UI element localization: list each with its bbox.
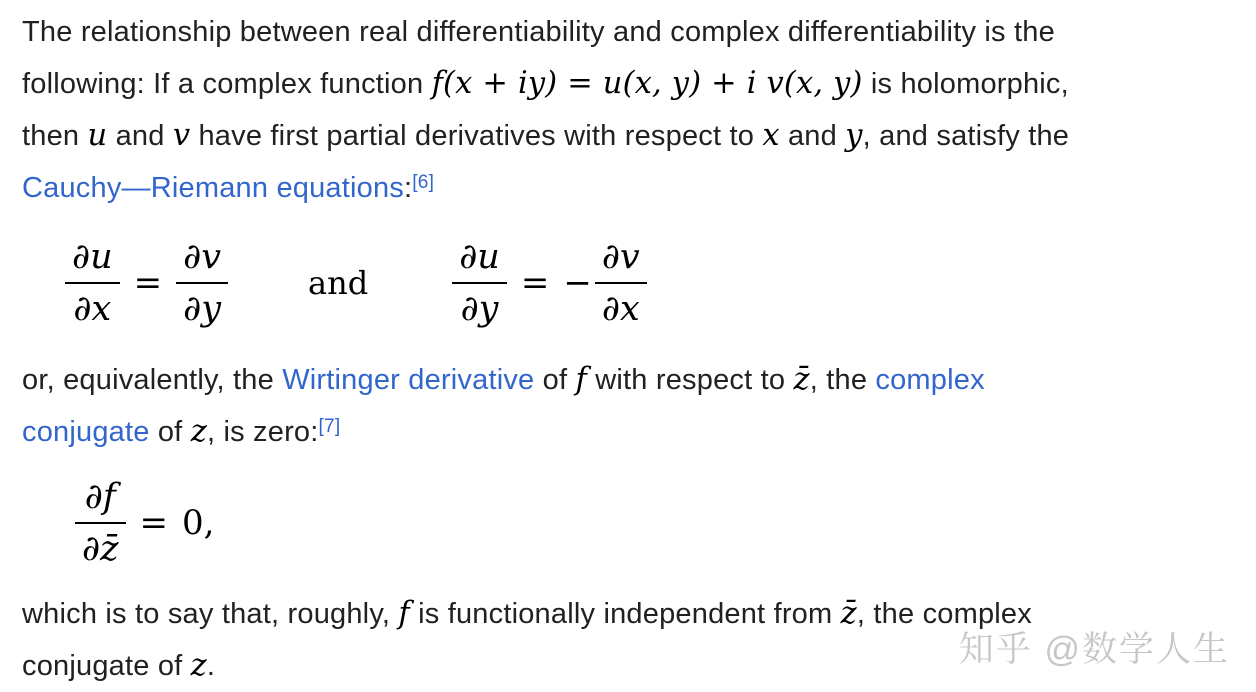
text-run: , and satisfy the: [862, 120, 1070, 152]
text-run: of: [149, 416, 191, 448]
wiki-link[interactable]: Cauchy—Riemann equations: [22, 172, 405, 204]
text-run: The relationship between real differentiability and complex differentiability is the: [22, 16, 1055, 48]
fraction-numerator: ∂u: [452, 236, 507, 284]
fraction: [75, 476, 126, 570]
wiki-link[interactable]: conjugate: [22, 416, 150, 448]
text-run: , the complex: [856, 598, 1032, 630]
fraction-numerator: ∂u: [65, 236, 120, 284]
text-run: .: [206, 650, 216, 682]
fraction-numerator: ∂f: [75, 476, 126, 524]
fraction-numerator: ∂v: [595, 236, 647, 284]
text-run: , is zero:: [206, 416, 319, 448]
inline-math: f(x + iy) = u(x, y) + i v(x, y): [431, 66, 863, 101]
fraction-denominator: ∂z̄: [82, 529, 119, 569]
fraction-numerator: ∂v: [176, 236, 228, 284]
inline-math: z̄: [793, 362, 810, 397]
cauchy-riemann-equations-display: [65, 236, 1236, 330]
inline-math: z̄: [840, 596, 857, 631]
text-run: of: [534, 364, 576, 396]
text-line: [22, 58, 1236, 110]
fraction-denominator: ∂y: [460, 289, 499, 329]
math-literal: 0,: [182, 503, 215, 543]
text-run: with respect to: [586, 364, 794, 396]
text-run: , the: [809, 364, 876, 396]
text-run: following: If a complex function: [22, 68, 432, 100]
math-operator: =: [133, 263, 163, 303]
equation-zero: [75, 476, 215, 570]
paragraph-wirtinger: [22, 354, 1236, 458]
text-run: which is to say that, roughly,: [22, 598, 399, 630]
math-operator: =: [139, 503, 169, 543]
fraction-denominator: ∂x: [601, 289, 640, 329]
inline-math: f: [398, 596, 410, 631]
equation-left: [65, 236, 228, 330]
reference-link[interactable]: [7]: [318, 416, 341, 437]
fraction-denominator: ∂y: [183, 289, 222, 329]
inline-math: z: [190, 648, 207, 683]
reference-link[interactable]: [6]: [412, 172, 435, 193]
math-operator: −: [563, 263, 592, 303]
inline-math: v: [172, 118, 191, 153]
fraction-denominator: ∂x: [73, 289, 112, 329]
equation-connector: and: [308, 264, 369, 302]
text-run: is functionally independent from: [409, 598, 841, 630]
text-run: and: [779, 120, 846, 152]
text-run: then: [22, 120, 88, 152]
watermark: 知乎 @数学人生: [958, 630, 1230, 669]
inline-math: x: [762, 118, 780, 153]
text-line: [22, 110, 1236, 162]
inline-math: y: [845, 118, 863, 153]
text-run: is holomorphic,: [862, 68, 1069, 100]
paragraph-intro: [22, 6, 1236, 214]
fraction: [65, 236, 120, 330]
fraction: [595, 236, 647, 330]
text-run: :: [404, 172, 413, 204]
inline-math: u: [87, 118, 108, 153]
wiki-link[interactable]: complex: [875, 364, 985, 396]
text-run: and: [107, 120, 173, 152]
text-run: or, equivalently, the: [22, 364, 283, 396]
text-line: [22, 6, 1236, 58]
equation-right: [452, 236, 647, 330]
wirtinger-zero-equation-display: [75, 476, 1236, 570]
text-line: [22, 354, 1236, 406]
math-operator: =: [520, 263, 550, 303]
fraction: [452, 236, 507, 330]
text-run: have first partial derivatives with respect to: [190, 120, 763, 152]
text-line: [22, 162, 1236, 214]
wiki-link[interactable]: Wirtinger derivative: [282, 364, 535, 396]
inline-math: z: [190, 414, 207, 449]
text-line: [22, 406, 1236, 458]
text-run: conjugate of: [22, 650, 191, 682]
fraction: [176, 236, 228, 330]
inline-math: f: [575, 362, 587, 397]
